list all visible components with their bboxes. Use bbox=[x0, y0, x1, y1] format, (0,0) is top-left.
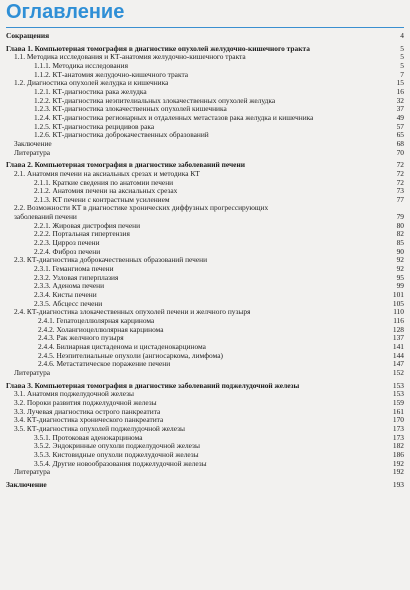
toc-page-number: 70 bbox=[396, 147, 404, 157]
toc-entry-title: 3.5.2. Эндокринные опухоли поджелудочной железы bbox=[34, 442, 200, 451]
toc-entry-title: Глава 3. Компьютерная томография в диагностике заболеваний поджелудочной железы bbox=[6, 381, 300, 390]
toc-entry-title: 2.2.3. Цирроз печени bbox=[34, 239, 100, 248]
toc-entry-title: 2.1. Анатомия печени на аксиальных срезах и методика КТ bbox=[14, 169, 200, 178]
toc-page-number: 90 bbox=[396, 246, 404, 256]
toc-entry[interactable] bbox=[0, 317, 410, 326]
toc-page-number: 49 bbox=[396, 112, 404, 122]
toc-page-number: 110 bbox=[393, 307, 404, 317]
toc-entry-title: 2.1.2. Анатомия печени на аксиальных срезах bbox=[34, 187, 178, 196]
toc-entry-title: Сокращения bbox=[6, 32, 50, 40]
toc-entry[interactable] bbox=[0, 88, 410, 97]
toc-entry-title: 3.5.1. Протоковая аденокарцинома bbox=[34, 433, 143, 442]
toc-entry-title: 1.2.4. КТ-диагностика регионарных и отдаленных метастазов рака желудка и кишечника bbox=[34, 113, 314, 122]
toc-entry[interactable] bbox=[0, 425, 410, 434]
toc-page-number: 4 bbox=[400, 31, 404, 40]
toc-entry[interactable] bbox=[0, 204, 410, 213]
toc-entry[interactable] bbox=[0, 123, 410, 132]
toc-page-number: 173 bbox=[392, 432, 404, 442]
toc-entry[interactable] bbox=[0, 248, 410, 257]
toc-entry-title: Заключение bbox=[6, 480, 47, 489]
toc-entry[interactable] bbox=[0, 343, 410, 352]
toc-entry[interactable] bbox=[0, 71, 410, 80]
toc-page-number: 182 bbox=[392, 441, 404, 451]
toc-entry-title: 3.5. КТ-диагностика опухолей поджелудочной железы bbox=[14, 424, 185, 433]
toc-page-number: 92 bbox=[396, 264, 404, 274]
toc-entry-title: Литература bbox=[14, 468, 51, 477]
toc-entry[interactable] bbox=[0, 442, 410, 451]
toc-entry-title: 2.4. КТ-диагностика злокачественных опухолей печени и желчного пузыря bbox=[14, 308, 251, 317]
toc-page-number: 141 bbox=[392, 341, 404, 351]
toc-entry-title: 1.1.2. КТ-анатомия желудочно-кишечного тракта bbox=[34, 70, 189, 79]
toc-entry-title: 2.2. Возможности КТ в диагностике хронических диффузных прогрессирующих bbox=[14, 204, 269, 213]
toc-page-number: 72 bbox=[396, 177, 404, 187]
toc-entry-title: Литература bbox=[14, 148, 51, 157]
toc-entry-title: 2.1.1. Краткие сведения по анатомии печени bbox=[34, 178, 174, 187]
toc-entry-title: Заключение bbox=[14, 139, 52, 148]
toc-entry[interactable] bbox=[0, 352, 410, 361]
toc-entry-title: 2.2.1. Жировая дистрофия печени bbox=[34, 221, 141, 230]
toc-page-number: 137 bbox=[392, 333, 404, 343]
toc-entry[interactable] bbox=[0, 460, 410, 469]
toc-entry[interactable] bbox=[0, 140, 410, 149]
toc-entry-title: 2.4.5. Неэпителиальные опухоли (ангиосаркома, лимфома) bbox=[38, 351, 223, 360]
toc-entry[interactable] bbox=[0, 291, 410, 300]
toc-entry[interactable] bbox=[0, 308, 410, 317]
toc-entry[interactable] bbox=[0, 213, 410, 222]
toc-page-number: 79 bbox=[396, 212, 404, 222]
toc-page-number: 128 bbox=[392, 324, 404, 334]
toc-page-number: 5 bbox=[400, 43, 404, 53]
toc-entry[interactable] bbox=[0, 179, 410, 188]
toc-page-number: 159 bbox=[392, 397, 404, 407]
toc-entry[interactable] bbox=[0, 196, 410, 205]
toc-entry[interactable] bbox=[0, 451, 410, 460]
toc-entry-title: 3.3. Лучевая диагностика острого панкреатита bbox=[14, 407, 161, 416]
toc-page-number: 153 bbox=[392, 389, 404, 399]
toc-page-number: 37 bbox=[396, 104, 404, 114]
table-of-contents bbox=[0, 32, 410, 489]
toc-entry-title: 3.5.4. Другие новообразования поджелудочной железы bbox=[34, 459, 207, 468]
toc-entry-title: 2.3.1. Гемангиома печени bbox=[34, 265, 114, 274]
toc-entry[interactable] bbox=[0, 32, 410, 41]
toc-entry-title: 2.3.2. Узловая гиперплазия bbox=[34, 273, 119, 282]
toc-page-number: 77 bbox=[396, 194, 404, 204]
toc-page-number: 152 bbox=[392, 367, 404, 377]
title-divider bbox=[6, 27, 404, 28]
toc-page-number: 7 bbox=[400, 69, 404, 79]
toc-entry-title: 2.3.4. Кисты печени bbox=[34, 291, 97, 300]
toc-entry[interactable] bbox=[0, 187, 410, 196]
toc-page-number: 99 bbox=[396, 281, 404, 291]
toc-entry-title: 3.2. Пороки развития поджелудочной железы bbox=[14, 398, 157, 407]
toc-entry-title: 2.1.3. КТ печени с контрастным усилением bbox=[34, 195, 170, 204]
toc-page-number: 161 bbox=[392, 406, 404, 416]
toc-entry-title: 2.3.3. Аденома печени bbox=[34, 282, 105, 291]
toc-page-number: 170 bbox=[392, 415, 404, 425]
toc-entry-title: 2.3.5. Абсцесс печени bbox=[34, 299, 103, 308]
toc-entry-title: 2.4.4. Билиарная цистаденома и цистаденокарцинома bbox=[38, 342, 206, 351]
toc-page-number: 72 bbox=[396, 160, 404, 170]
toc-page-number: 5 bbox=[400, 60, 404, 70]
toc-entry-title: 3.5.3. Кистовидные опухоли поджелудочной железы bbox=[34, 450, 199, 459]
toc-entry[interactable] bbox=[0, 256, 410, 265]
toc-page-number: 173 bbox=[392, 423, 404, 433]
toc-entry-title: 2.4.1. Гепатоцеллюлярная карцинома bbox=[38, 317, 155, 325]
toc-entry[interactable] bbox=[0, 326, 410, 335]
toc-entry[interactable] bbox=[0, 300, 410, 309]
toc-entry-title: 1.1.1. Методика исследования bbox=[34, 61, 128, 70]
toc-entry[interactable] bbox=[0, 79, 410, 88]
toc-page-number: 15 bbox=[396, 78, 404, 88]
toc-entry[interactable] bbox=[0, 131, 410, 140]
toc-page-number: 72 bbox=[396, 168, 404, 178]
toc-entry-title: Глава 2. Компьютерная томография в диагностике заболеваний печени bbox=[6, 161, 245, 170]
toc-entry-title: 1.2.2. КТ-диагностика неэпителиальных злокачественных опухолей желудка bbox=[34, 96, 276, 105]
toc-entry[interactable] bbox=[0, 399, 410, 408]
toc-page-number: 32 bbox=[396, 95, 404, 105]
toc-entry-title: 1.2. Диагностика опухолей желудка и кишечника bbox=[14, 79, 169, 88]
toc-entry[interactable] bbox=[0, 53, 410, 62]
toc-entry[interactable] bbox=[0, 222, 410, 231]
toc-page-number: 80 bbox=[396, 220, 404, 230]
toc-entry[interactable] bbox=[0, 170, 410, 179]
toc-entry-title: заболеваний печени bbox=[14, 213, 77, 222]
toc-page-number: 16 bbox=[396, 86, 404, 96]
toc-entry-title: Глава 1. Компьютерная томография в диагностике опухолей желудочно-кишечного тракта bbox=[6, 44, 310, 53]
toc-page-number: 147 bbox=[392, 359, 404, 369]
toc-entry[interactable] bbox=[0, 239, 410, 248]
toc-entry[interactable] bbox=[0, 481, 410, 490]
toc-page-number: 116 bbox=[393, 316, 404, 325]
toc-entry-title: 2.4.3. Рак желчного пузыря bbox=[38, 334, 124, 343]
toc-entry[interactable] bbox=[0, 468, 410, 477]
toc-page-number: 85 bbox=[396, 238, 404, 248]
toc-entry[interactable] bbox=[0, 265, 410, 274]
toc-page-number: 186 bbox=[392, 449, 404, 459]
toc-page-number: 5 bbox=[400, 52, 404, 62]
toc-page-number: 153 bbox=[392, 380, 404, 390]
toc-entry[interactable] bbox=[0, 416, 410, 425]
toc-entry-title: 1.2.3. КТ-диагностика злокачественных опухолей кишечника bbox=[34, 105, 227, 114]
toc-entry[interactable] bbox=[0, 62, 410, 71]
toc-entry-title: 1.2.1. КТ-диагностика рака желудка bbox=[34, 87, 147, 96]
toc-page-number: 65 bbox=[396, 130, 404, 140]
toc-page-number: 73 bbox=[396, 186, 404, 196]
toc-entry-title: 3.4. КТ-диагностика хронического панкреатита bbox=[14, 416, 164, 425]
toc-entry[interactable] bbox=[0, 114, 410, 123]
toc-entry[interactable] bbox=[0, 97, 410, 106]
toc-page-number: 192 bbox=[392, 458, 404, 468]
toc-page-number: 95 bbox=[396, 272, 404, 282]
toc-entry[interactable] bbox=[0, 408, 410, 417]
toc-page-number: 193 bbox=[392, 479, 404, 489]
toc-entry[interactable] bbox=[0, 382, 410, 391]
toc-entry-title: Литература bbox=[14, 368, 51, 377]
toc-page-number: 68 bbox=[396, 138, 404, 148]
toc-entry[interactable] bbox=[0, 274, 410, 283]
toc-entry[interactable] bbox=[0, 369, 410, 378]
toc-entry-title: 3.1. Анатомия поджелудочной железы bbox=[14, 390, 134, 399]
toc-page-number: 57 bbox=[396, 121, 404, 131]
toc-entry-title: 2.4.6. Метастатическое поражение печени bbox=[38, 360, 171, 369]
toc-entry[interactable] bbox=[0, 149, 410, 158]
toc-entry[interactable] bbox=[0, 360, 410, 369]
toc-entry-title: 2.2.4. Фиброз печени bbox=[34, 247, 101, 256]
toc-entry[interactable] bbox=[0, 161, 410, 170]
toc-page-number: 82 bbox=[396, 229, 404, 239]
toc-entry[interactable] bbox=[0, 334, 410, 343]
toc-page-number: 101 bbox=[392, 290, 404, 300]
toc-entry-title: 2.4.2. Холангиоцеллюлярная карцинома bbox=[38, 325, 164, 334]
toc-entry-title: 1.2.6. КТ-диагностика доброкачественных образований bbox=[34, 131, 209, 140]
toc-page-number: 105 bbox=[392, 298, 404, 308]
page-title: Оглавление bbox=[6, 1, 125, 23]
toc-entry[interactable] bbox=[0, 434, 410, 443]
toc-page-number: 192 bbox=[392, 467, 404, 477]
toc-page-number: 144 bbox=[392, 350, 404, 360]
toc-entry-title: 2.2.2. Портальная гипертензия bbox=[34, 230, 130, 239]
toc-entry-title: 1.2.5. КТ-диагностика рецидивов рака bbox=[34, 122, 155, 131]
toc-entry-title: 1.1. Методика исследования и КТ-анатомия желудочно-кишечного тракта bbox=[14, 53, 246, 62]
toc-entry[interactable] bbox=[0, 105, 410, 114]
toc-entry[interactable] bbox=[0, 230, 410, 239]
toc-entry[interactable] bbox=[0, 282, 410, 291]
toc-entry[interactable] bbox=[0, 390, 410, 399]
toc-entry[interactable] bbox=[0, 45, 410, 54]
toc-entry-title: 2.3. КТ-диагностика доброкачественных образований печени bbox=[14, 256, 208, 265]
toc-page-number: 92 bbox=[396, 255, 404, 265]
